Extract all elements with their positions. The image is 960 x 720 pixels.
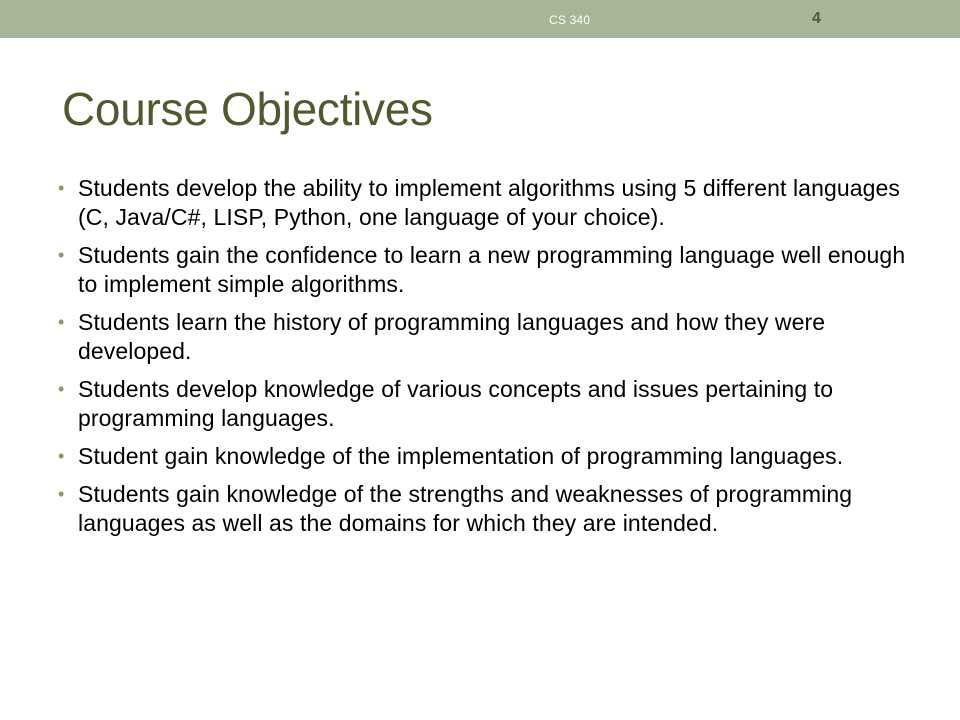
bullet-icon: •	[58, 446, 65, 466]
footer-text: CS 340	[549, 13, 591, 27]
bullet-text: Students gain knowledge of the strengths and weaknesses of programming languages as well as the domains for which they are intended.	[78, 481, 853, 536]
bullet-text: Students develop the ability to implement algorithms using 5 different languages (C, Java/C#, LISP, Python, one language of your choice).	[78, 175, 901, 230]
bullet-icon: •	[58, 379, 65, 399]
slide-number: 4	[812, 10, 821, 27]
bullet-icon: •	[58, 484, 65, 504]
list-item	[58, 442, 908, 471]
bullet-icon: •	[58, 312, 65, 332]
list-item	[58, 241, 908, 299]
bullet-text: Students develop knowledge of various concepts and issues pertaining to programming languages.	[78, 376, 834, 431]
list-item	[58, 375, 908, 433]
slide-title: Course Objectives	[62, 83, 433, 135]
bullet-list	[58, 174, 908, 547]
list-item	[58, 308, 908, 366]
bullet-icon: •	[58, 178, 65, 198]
list-item	[58, 480, 908, 538]
header-bar	[0, 0, 960, 38]
bullet-text: Student gain knowledge of the implementation of programming languages.	[78, 443, 844, 469]
bullet-icon: •	[58, 245, 65, 265]
list-item	[58, 174, 908, 232]
bullet-text: Students learn the history of programming languages and how they were developed.	[78, 309, 826, 364]
bullet-text: Students gain the confidence to learn a new programming language well enough to implement simple algorithms.	[78, 242, 906, 297]
